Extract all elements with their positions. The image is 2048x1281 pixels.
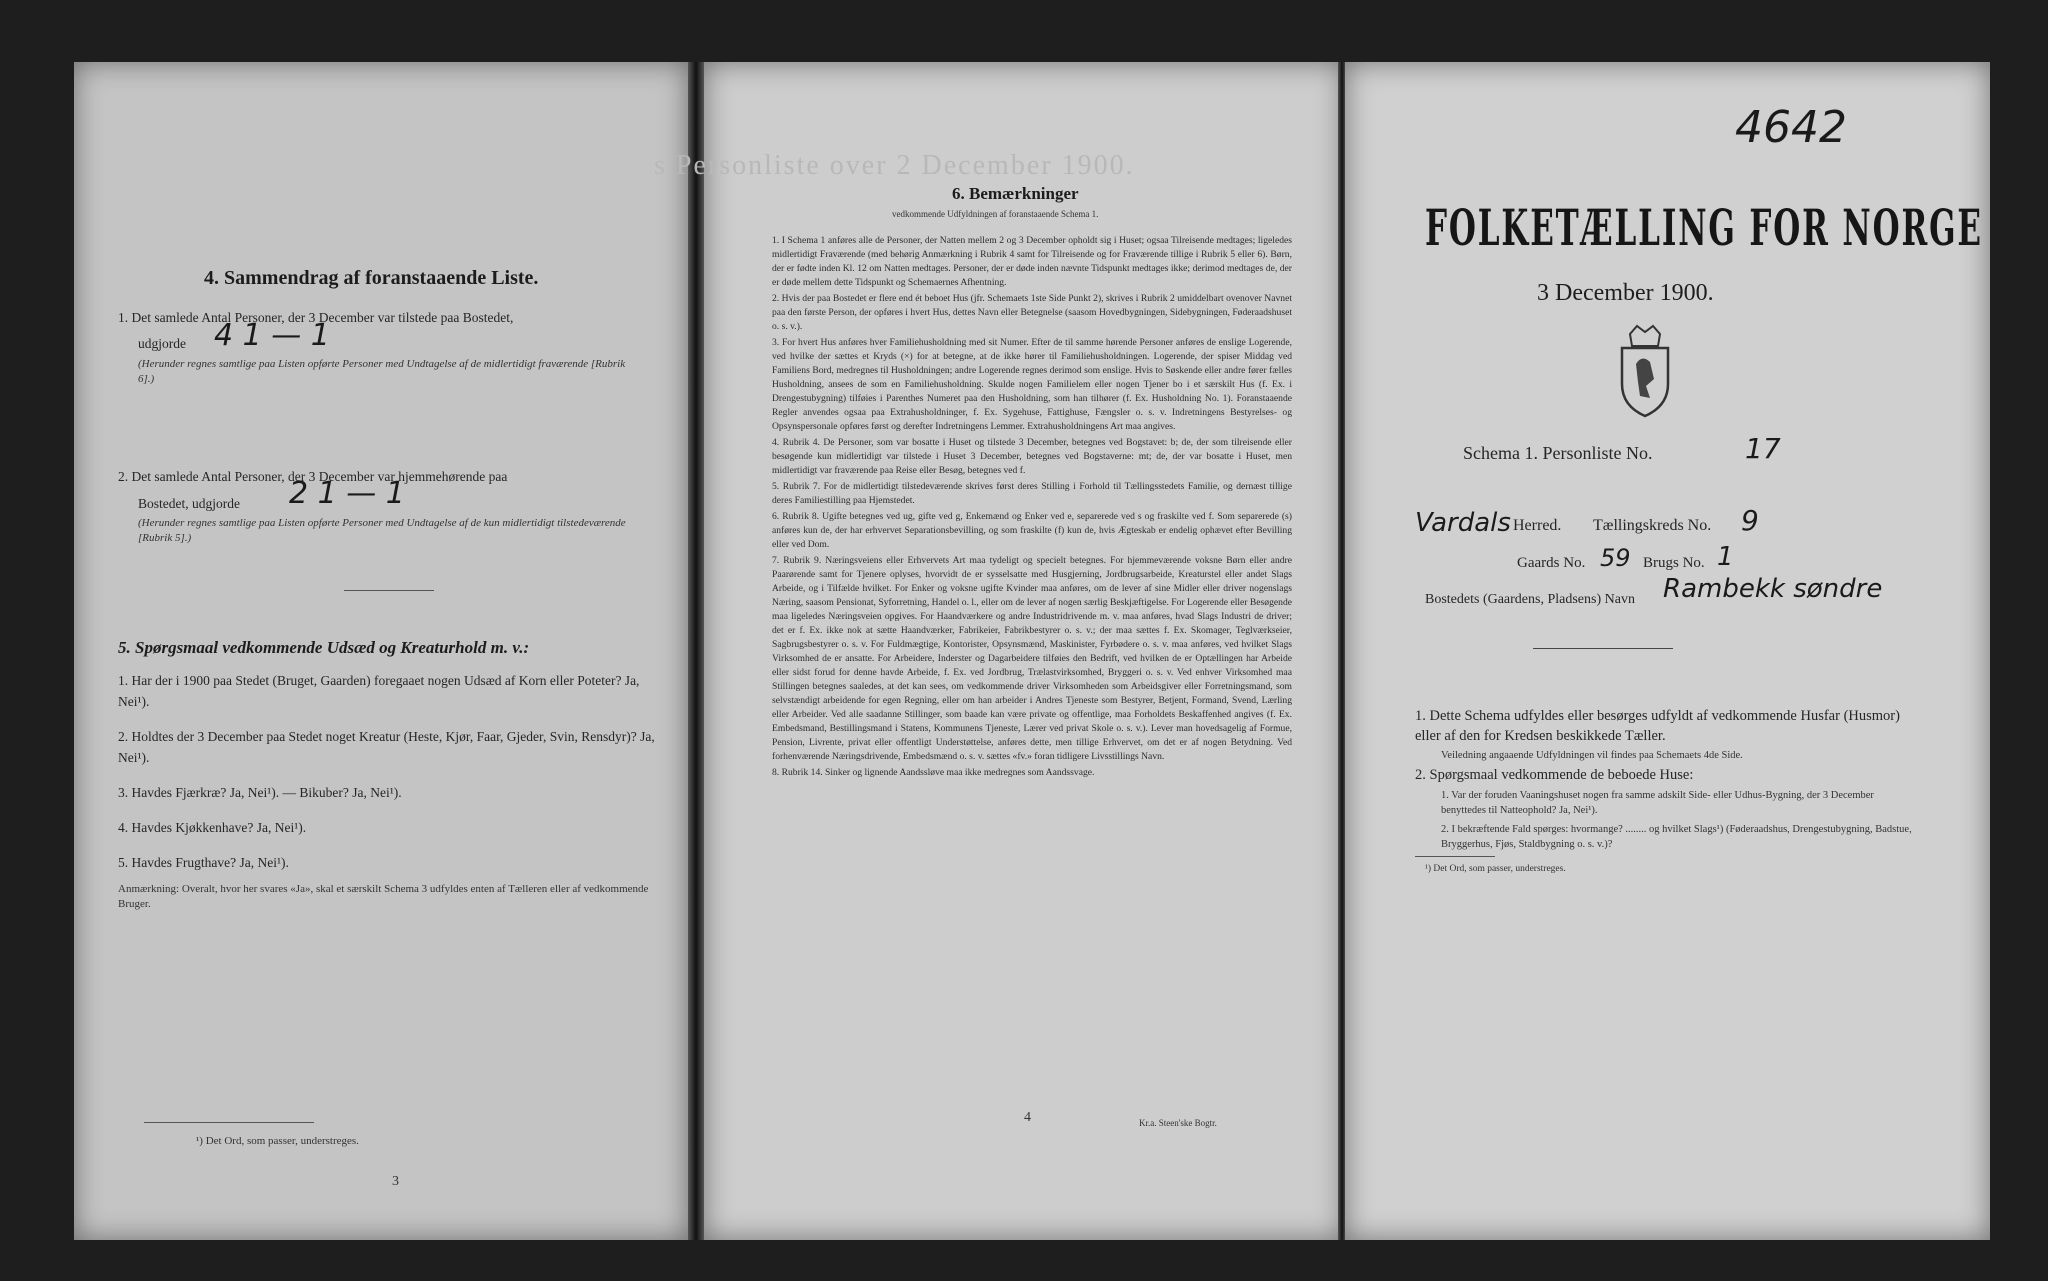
herred-label: Herred. bbox=[1513, 517, 1562, 534]
q1-note: (Herunder regnes samtlige paa Listen opførte Personer med Undtagelse af de midlertidigt fraværende [Rubrik 6].) bbox=[138, 358, 626, 385]
anmerkning: Anmærkning: Overalt, hvor her svares «Ja», skal et særskilt Schema 3 udfyldes enten af Tælleren eller af vedkommende Bruger. bbox=[118, 883, 649, 910]
bosted-value: Rambekk søndre bbox=[1663, 574, 1883, 604]
section6-subtitle: vedkommende Udfyldningen af foranstaaende Schema 1. bbox=[892, 209, 1099, 219]
q2-label: Bostedet, udgjorde bbox=[138, 496, 240, 511]
s5-list bbox=[118, 670, 658, 887]
kreds-label: Tællingskreds No. bbox=[1593, 517, 1712, 534]
archive-number: 4642 bbox=[1735, 102, 1847, 153]
s5-item: 1. Har der i 1900 paa Stedet (Bruget, Gaarden) foregaaet nogen Udsæd af Korn eller Poteter? Ja, Nei¹). bbox=[118, 673, 640, 709]
instruction-1: 1. Dette Schema udfyldes eller besørges udfyldt af vedkommende Husfar (Husmor) eller af den for Kredsen beskikkede Tæller. bbox=[1415, 708, 1900, 744]
kreds-value: 9 bbox=[1741, 504, 1759, 537]
printer-imprint: Kr.a. Steen'ske Bogtr. bbox=[1139, 1118, 1217, 1128]
schema-label: Schema 1. Personliste No. bbox=[1463, 443, 1653, 463]
s5-item: 4. Havdes Kjøkkenhave? Ja, Nei¹). bbox=[118, 820, 307, 835]
middle-page bbox=[654, 62, 1344, 1240]
brugs-value: 1 bbox=[1717, 542, 1734, 572]
footnote: ¹) Det Ord, som passer, understreges. bbox=[196, 1135, 359, 1147]
herred-value: Vardals bbox=[1415, 508, 1511, 538]
remark-item: 4. Rubrik 4. De Personer, som var bosatte i Huset og tilstede 3 December, betegnes ved Bogstavet: b; de, der som tilreisende eller besøgende kun midlertidigt var tilstede i Huset 3 December, betegnes ved Bogstaverne: mt; de, der var bosatte i Huset, men midlertidigt var fraværende paa Reise eller Besøg, betegnes ved f. bbox=[772, 437, 1292, 476]
s5-item: 3. Havdes Fjærkræ? Ja, Nei¹). — Bikuber? Ja, Nei¹). bbox=[118, 785, 402, 800]
census-date: 3 December 1900. bbox=[1537, 280, 1714, 306]
instruction-2: 2. Spørgsmaal vedkommende de beboede Huse: bbox=[1415, 767, 1694, 783]
instruction-1-sub: Veiledning angaaende Udfyldningen vil findes paa Schemaets 4de Side. bbox=[1441, 750, 1743, 761]
remark-item: 1. I Schema 1 anføres alle de Personer, der Natten mellem 2 og 3 December opholdt sig i Huset; ogsaa Tilreisende medtages; ligeledes midlertidigt Fraværende (med behørig Anmærkning i Rubrik 4 samt for Tilreisende og for Fraværende tillige i Rubrik 5 eller 6). Børn, der er fødte inden Kl. 12 om Natten medtages. Personer, der er døde inden nævnte Tidspunkt medtages ikke; derimod medtages de, der er døde mellem dette Tidspunkt og Schemaernes Afhentning. bbox=[772, 235, 1292, 288]
brugs-label: Brugs No. bbox=[1643, 555, 1705, 571]
footnote: ¹) Det Ord, som passer, understreges. bbox=[1425, 864, 1566, 874]
remark-item: 6. Rubrik 8. Ugifte betegnes ved ug, gifte ved g, Enkemænd og Enker ved e, separerede ved s og fraskilte ved f. Som separerede (s) anføres kun de, der har erhvervet Separationsbevilling, og som fraskilte (f) kun de, hvis Ægteskab er endelig ophævet efter Bevilling eller ved Dom. bbox=[772, 511, 1292, 550]
gaards-value: 59 bbox=[1600, 544, 1631, 572]
s5-item: 2. Holdtes der 3 December paa Stedet noget Kreatur (Heste, Kjør, Faar, Gjeder, Svin, Rensdyr)? Ja, Nei¹). bbox=[118, 729, 655, 765]
footnote-rule bbox=[144, 1122, 314, 1123]
q2-note: (Herunder regnes samtlige paa Listen opførte Personer med Undtagelse af de kun midlertidigt tilstedeværende [Rubrik 5].) bbox=[138, 517, 626, 544]
instruction-2-2: 2. I bekræftende Fald spørges: hvormange? ........ og hvilket Slags¹) (Føderaadshus, Drengestubygning, Badstue, Bryggerhus, Fjøs, Staldbygning o. s. v.)? bbox=[1441, 824, 1912, 850]
s5-item: 5. Havdes Frugthave? Ja, Nei¹). bbox=[118, 855, 289, 870]
divider bbox=[1533, 648, 1673, 649]
instruction-2-1: 1. Var der foruden Vaaningshuset nogen fra samme adskilt Side- eller Udhus-Bygning, der 3 December benyttedes til Natteophold? Ja, Nei¹). bbox=[1441, 790, 1874, 816]
left-page bbox=[74, 62, 688, 1240]
bosted-label: Bostedets (Gaardens, Pladsens) Navn bbox=[1425, 592, 1635, 607]
section4-title: 4. Sammendrag af foranstaaende Liste. bbox=[204, 267, 539, 289]
divider bbox=[344, 590, 434, 591]
q2-text: 2. Det samlede Antal Personer, der 3 December var hjemmehørende paa bbox=[118, 469, 508, 484]
remark-item: 2. Hvis der paa Bostedet er flere end ét beboet Hus (jfr. Schemaets 1ste Side Punkt 2), skrives i Rubrik 2 umiddelbart ovenover Navnet paa den første Person, der opføres i hvert Hus, dettes Navn eller Betegnelse (saasom Hovedbygningen, Sidebygningen, Føderaadshuset o. s. v.). bbox=[772, 293, 1292, 332]
book-fold bbox=[688, 62, 704, 1240]
q2-value: 2 1 — 1 bbox=[289, 476, 405, 511]
q1-label: udgjorde bbox=[138, 336, 186, 351]
remark-item: 3. For hvert Hus anføres hver Familiehusholdning med sit Numer. Efter de til samme hørende Personer anføres de enslige Logerende, ved hvilke der sættes et Kryds (×) for at betegne, at de ikke hører til Familiehusholdningen. Logerende, der spiser Middag ved Familiens Bord, medregnes til Husholdningen; andre Logerende regnes derimod som enslige. Hvis to Søskende eller andre fører fælles Husholdning, ansees de som en Familiehusholdning. Skulde nogen Familielem eller nogen Tjener bo i et særskilt Hus (f. Ex. i Drengestubygning) tilføies i Parenthes Numeret paa den Husholdning, som han tilhører (f. Ex. Husholdning No. 1). Foranstaaende Regler anvendes ogsaa paa Extrahusholdninger, f. Ex. Sygehuse, Fattighuse, Fængsler o. s. v. Indretningens Bestyrelses- og Opsynspersonale opføres først og derefter Indretningens Lemmer. Extrahusholdningens Art maa angives. bbox=[772, 337, 1292, 432]
page-number: 3 bbox=[392, 1174, 399, 1189]
document-title: FOLKETÆLLING FOR NORGE bbox=[1425, 198, 1983, 257]
remark-item: 8. Rubrik 14. Sinker og lignende Aandssløve maa ikke medregnes som Aandssvage. bbox=[772, 767, 1095, 778]
q1-value: 4 1 — 1 bbox=[214, 318, 330, 353]
remarks-list bbox=[772, 234, 1292, 782]
footnote-rule bbox=[1415, 856, 1495, 857]
section6-title: 6. Bemærkninger bbox=[952, 184, 1079, 203]
gaards-label: Gaards No. bbox=[1517, 555, 1586, 571]
remark-item: 7. Rubrik 9. Næringsveiens eller Erhvervets Art maa tydeligt og specielt betegnes. For hjemmeværende voksne Børn eller andre Paarørende samt for Tjenere oplyses, hvorvidt de er sysselsatte med Husgjerning, Jordbrugsarbeide, Kreaturstel eller andet Slags Arbeide, og i Tilfælde hvilket. For Enker og voksne ugifte Kvinder maa anføres, om de lever af sine Midler eller driver nogenslags Næring, saasom Pensionat, Syforretning, Handel o. l., eller om de lever af nogen særlig Beskjæftigelse. For Logerende eller Besøgende maa ligeledes Næringsveien opgives. For Haandværkere og andre Industridrivende m. v. maa anføres, hvad Slags Industri de driver; det er f. Ex. ikke nok at sætte Haandværker, Fabrikeier, Fabrikbestyrer o. s. v.; der maa sættes f. Ex. Skomager, Teglværkseier, Sagbrugsbestyrer o. s. v. For Fuldmægtige, Kontorister, Opsynsmænd, Maskinister, Fyrbødere o. s. v. maa anføres, ved hvilket Slags Virksomhed de er ansatte. For Arbeidere, Inderster og Dagarbeidere tilføies den Bedrift, ved hvilken de er Optællingen har Arbeide eller sidst forud for denne havde Arbeide, f. Ex. ved Jordbrug, Trælastvirksomhed, Bryggeri o. s. v. Ved enhver Virksomhed maa Stillingen betegnes saaledes, at det kan sees, om vedkommende driver Virksomheden som Arbeidsgiver eller Forretningsmand, som selvstændigt arbeidende for egen Regning, eller om han arbeider i Andres Tjeneste som Bestyrer, Betjent, Formand, Svend, Lærling eller Arbeider. Ved alle saadanne Stillinger, som baade kan være private og offentlige, maa Forholdets Beskaffenhed angives (f. Ex. Embedsmand, Bestillingsmand i Statens, Kommunens Tjeneste, Lærer ved privat Skole o. s. v.). Lever man hovedsagelig af Formue, Pension, Livrente, privat eller offentligt Understøttelse, anføres dette, men tillige Erhvervet, om det er af nogen Betydning. Ved forhenværende Næringsdrivende, Embedsmænd o. s. v. sættes «fv.» foran tidligere Livsstillings Navn. bbox=[772, 555, 1292, 762]
remark-item: 5. Rubrik 7. For de midlertidigt tilstedeværende skrives først deres Stilling i Forhold til Tællingsstedets Familie, og dernæst tillige deres Familiestilling paa Hjemstedet. bbox=[772, 481, 1292, 506]
page-number: 4 bbox=[1024, 1110, 1031, 1125]
schema-value: 17 bbox=[1745, 432, 1781, 465]
right-page bbox=[1345, 62, 1990, 1240]
section5-title: 5. Spørgsmaal vedkommende Udsæd og Kreaturhold m. v.: bbox=[118, 638, 530, 657]
faint-header: s Personliste over 2 December 1900. bbox=[654, 150, 1135, 181]
q1-text: 1. Det samlede Antal Personer, der 3 December var tilstede paa Bostedet, bbox=[118, 310, 514, 325]
coat-of-arms-icon bbox=[1610, 324, 1680, 419]
